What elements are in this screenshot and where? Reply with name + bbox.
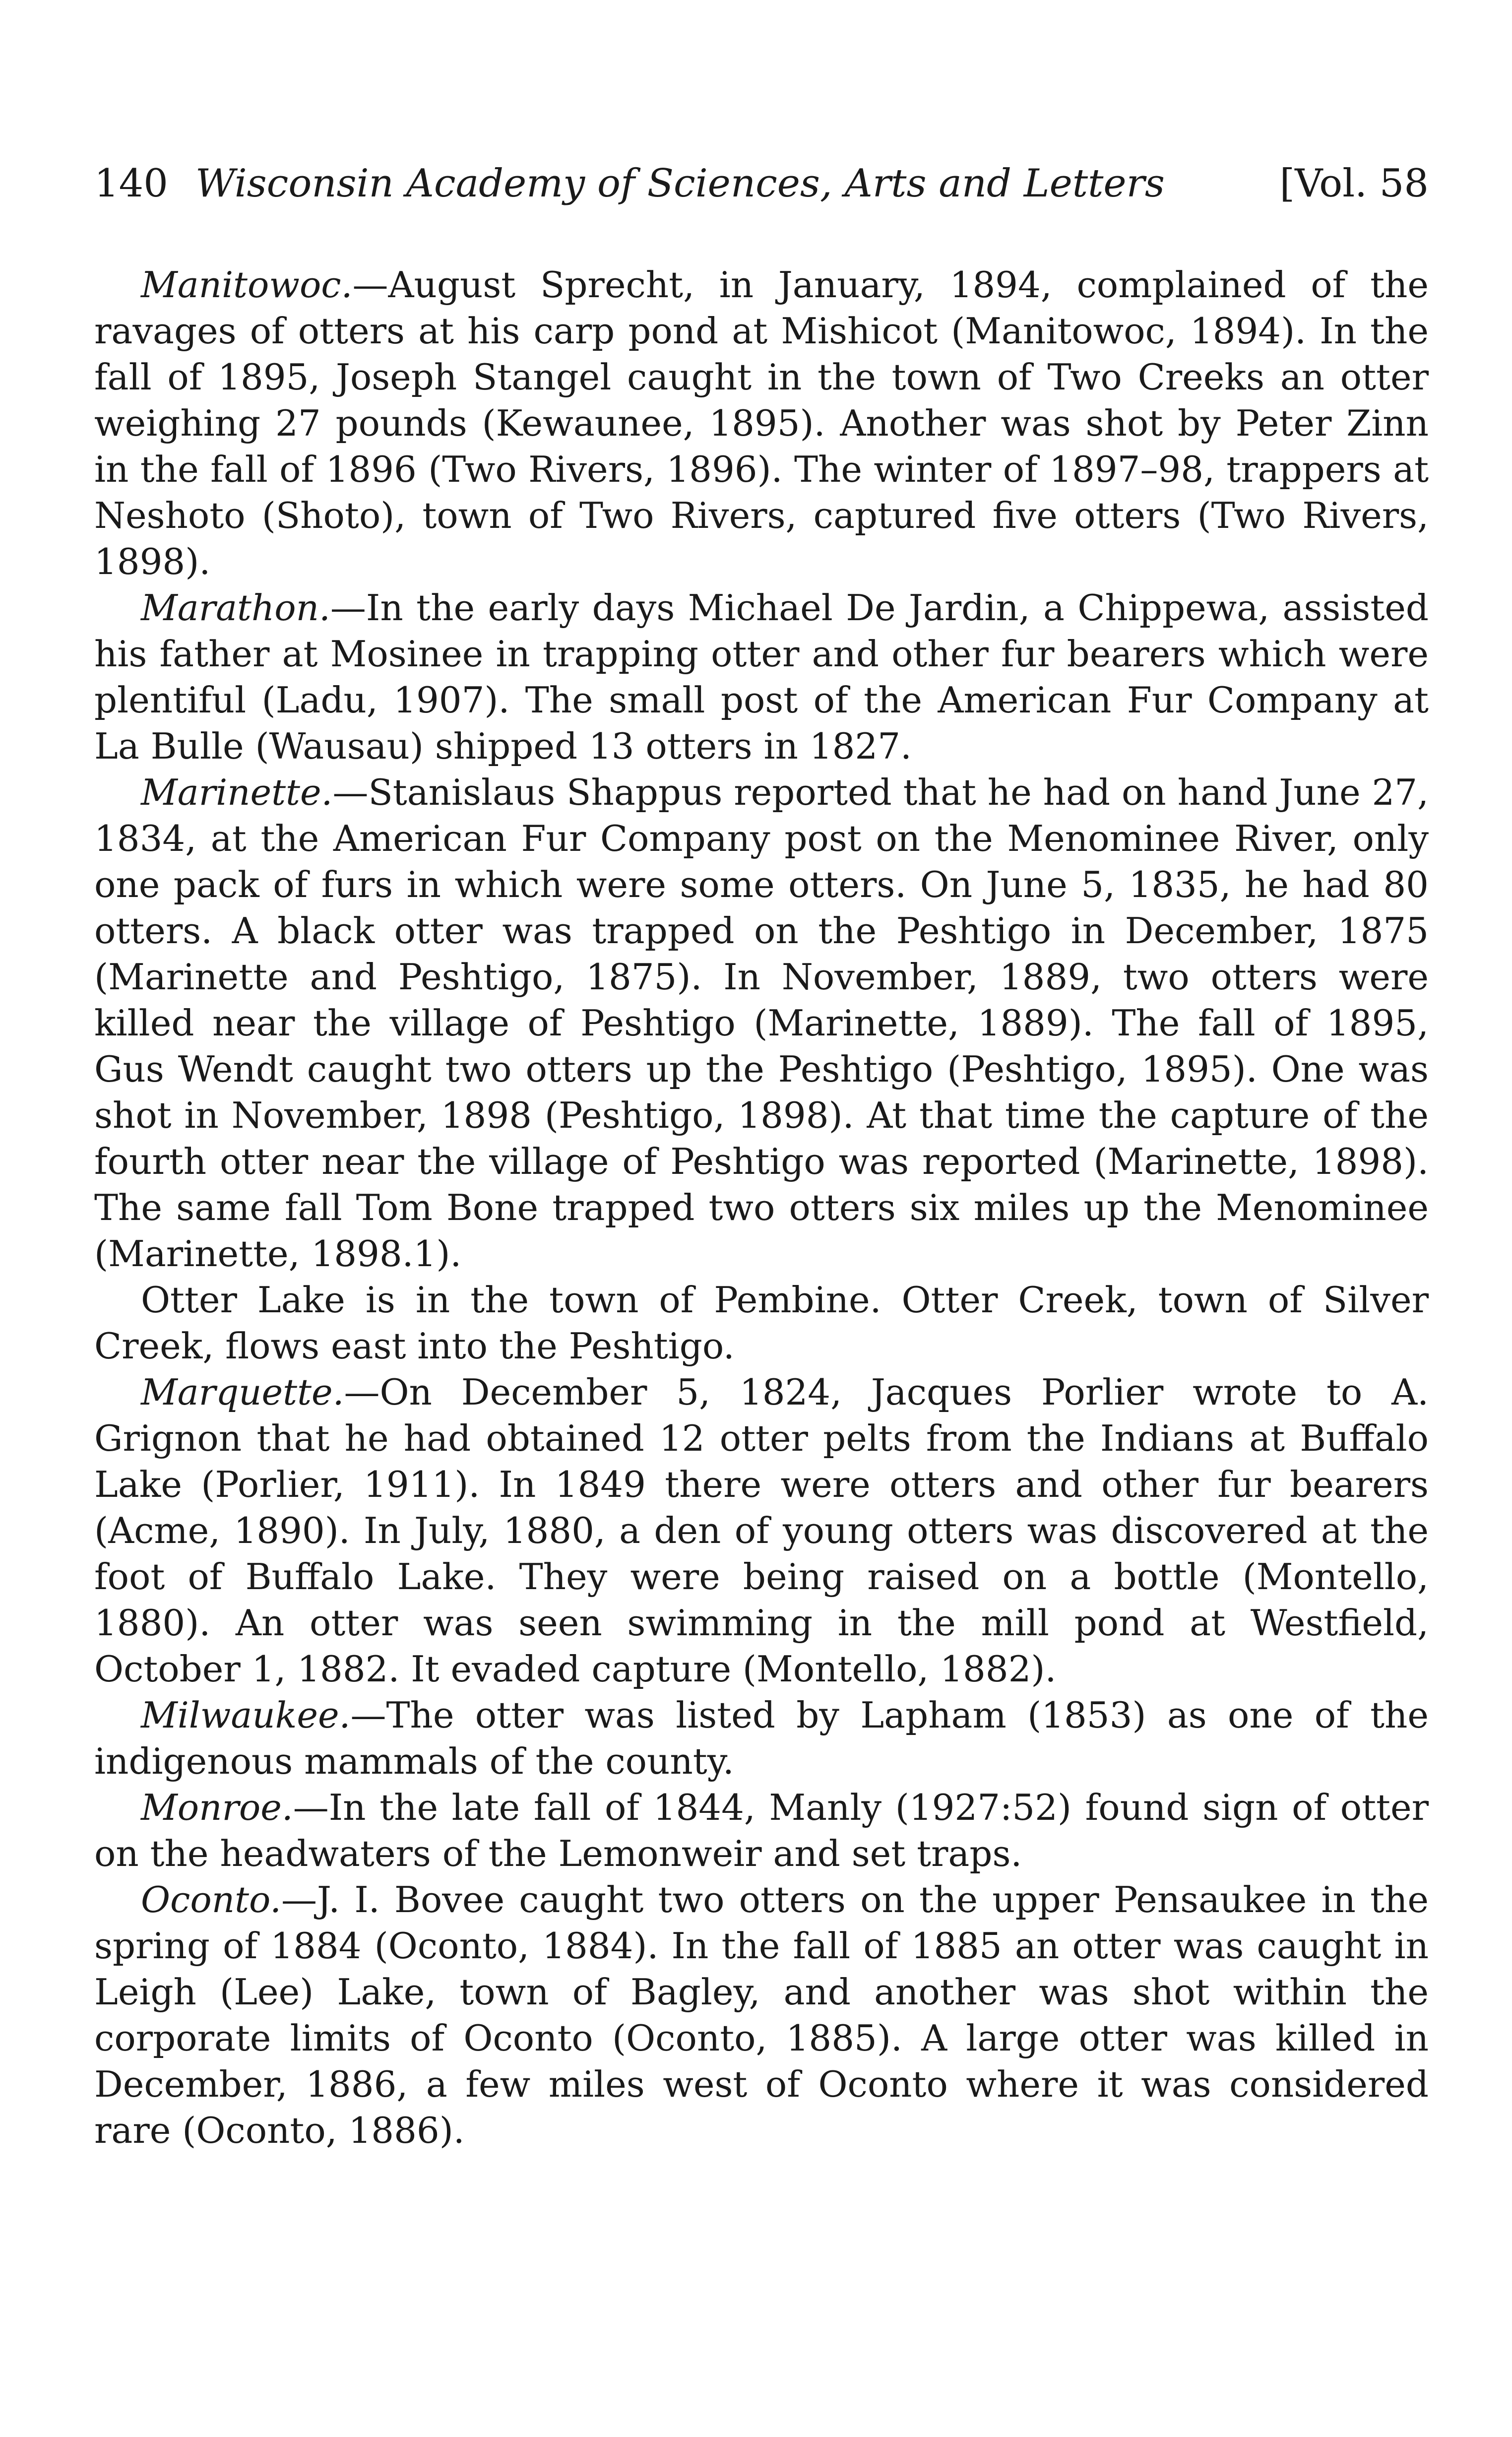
volume-label: [Vol. 58 [1279,161,1429,206]
county-heading: Milwaukee. [141,1694,351,1736]
paragraph-otter-lake [94,1277,1429,1369]
page-number: 140 [94,161,168,206]
running-head [94,159,1429,208]
paragraph-monroe [94,1785,1429,1877]
paragraph-text: —In the early days Michael De Jardin, a Chippewa, assisted his father at Mosinee in trapping otter and other fur bearers which were plentiful (Ladu, 1907). The small post of the American Fur Company at La Bulle (Wausau) shipped 13 otters in 1827. [94,587,1429,767]
paragraph-milwaukee [94,1692,1429,1785]
document-page [94,159,1429,2154]
paragraph-text: —In the late fall of 1844, Manly (1927:52) found sign of otter on the headwaters of the Lemonweir and set traps. [94,1787,1429,1874]
county-heading: Oconto. [141,1879,281,1921]
paragraph-marinette [94,770,1429,1277]
paragraph-text: —August Sprecht, in January, 1894, complained of the ravages of otters at his carp pond at Mishicot (Manitowoc, 1894). In the fall of 1895, Joseph Stangel caught in the town of Two Creeks an otter weighing 27 pounds (Kewaunee, 1895). Another was shot by Peter Zinn in the fall of 1896 (Two Rivers, 1896). The winter of 1897–98, trappers at Neshoto (Shoto), town of Two Rivers, captured five otters (Two Rivers, 1898). [94,264,1429,582]
paragraph-text: —J. I. Bovee caught two otters on the upper Pensaukee in the spring of 1884 (Oconto, 1884). In the fall of 1885 an otter was caught in Leigh (Lee) Lake, town of Bagley, and another was shot within the corporate limits of Oconto (Oconto, 1885). A large otter was killed in December, 1886, a few miles west of Oconto where it was considered rare (Oconto, 1886). [94,1879,1429,2151]
paragraph-marathon [94,585,1429,770]
county-heading: Manitowoc. [141,264,353,306]
county-heading: Monroe. [141,1787,293,1828]
paragraph-oconto [94,1877,1429,2154]
paragraph-manitowoc [94,262,1429,585]
county-heading: Marquette. [141,1371,344,1413]
paragraph-text: Otter Lake is in the town of Pembine. Otter Creek, town of Silver Creek, flows east into the Peshtigo. [94,1279,1429,1367]
paragraph-text: —Stanislaus Shappus reported that he had on hand June 27, 1834, at the American Fur Company post on the Menominee River, only one pack of furs in which were some otters. On June 5, 1835, he had 80 otters. A black otter was trapped on the Peshtigo in December, 1875 (Marinette and Peshtigo, 1875). In November, 1889, two otters were killed near the village of Peshtigo (Marinette, 1889). The fall of 1895, Gus Wendt caught two otters up the Peshtigo (Peshtigo, 1895). One was shot in November, 1898 (Peshtigo, 1898). At that time the capture of the fourth otter near the village of Peshtigo was reported (Marinette, 1898). The same fall Tom Bone trapped two otters six miles up the Menominee (Marinette, 1898.1). [94,771,1429,1275]
journal-title: Wisconsin Academy of Sciences, Arts and Letters [195,161,1165,206]
paragraph-text: —The otter was listed by Lapham (1853) as one of the indigenous mammals of the county. [94,1694,1429,1782]
county-heading: Marathon. [141,587,330,629]
paragraph-text: —On December 5, 1824, Jacques Porlier wrote to A. Grignon that he had obtained 12 otter pelts from the Indians at Buffalo Lake (Porlier, 1911). In 1849 there were otters and other fur bearers (Acme, 1890). In July, 1880, a den of young otters was discovered at the foot of Buffalo Lake. They were being raised on a bottle (Montello, 1880). An otter was seen swimming in the mill pond at Westfield, October 1, 1882. It evaded capture (Montello, 1882). [94,1371,1429,1690]
county-heading: Marinette. [141,771,333,813]
paragraph-marquette [94,1369,1429,1692]
